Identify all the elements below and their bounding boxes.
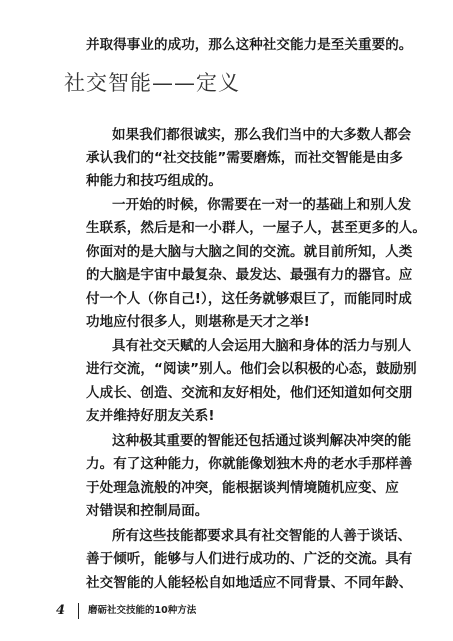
body-text-line: 并取得事业的成功，那么这种社交能力是至关重要的。	[86, 37, 413, 53]
page-number: 4	[56, 603, 66, 618]
body-text-line: 社交智能的人能轻松自如地适应不同背景、不同年龄、	[86, 575, 413, 591]
body-text-line: 种能力和技巧组成的。	[86, 173, 222, 189]
body-text-line: 友并维持好朋友关系!	[86, 408, 215, 424]
body-text-line: 的大脑是宇宙中最复杂、最发达、最强有力的器官。应	[86, 267, 413, 283]
footer-divider	[78, 603, 79, 619]
book-title: 磨砺社交技能的10种方法	[88, 605, 197, 616]
body-text-line: 生联系，然后是和一小群人，一屋子人，甚至更多的人。	[86, 220, 426, 236]
body-text-line: 如果我们都很诚实，那么我们当中的大多数人都会	[112, 127, 412, 143]
body-text-line: 人成长、创造、交流和友好相处，他们还知道如何交朋	[86, 385, 413, 401]
section-title: 社交智能——定义	[64, 71, 240, 95]
body-text-line: 进行交流，“阅读”别人。他们会以积极的心态，鼓励别	[86, 361, 417, 377]
body-text-line: 所有这些技能都要求具有社交智能的人善于谈话、	[112, 528, 412, 544]
body-text-line: 承认我们的“社交技能”需要磨炼，而社交智能是由多	[86, 150, 404, 166]
page-footer	[56, 603, 396, 619]
body-text-line: 你面对的是大脑与大脑之间的交流。就目前所知，人类	[86, 244, 413, 260]
body-text-line: 力。有了这种能力，你就能像划独木舟的老水手那样善	[86, 456, 413, 472]
body-text-line: 付一个人（你自己!），这任务就够艰巨了，而能同时成	[86, 291, 412, 307]
body-text-line: 一开始的时候，你需要在一对一的基础上和别人发	[112, 197, 412, 213]
body-text-line: 善于倾听，能够与人们进行成功的、广泛的交流。具有	[86, 551, 413, 567]
body-text-line: 功地应付很多人，则堪称是天才之举!	[86, 314, 310, 330]
body-text-line: 具有社交天赋的人会运用大脑和身体的活力与别人	[112, 338, 412, 354]
body-text-line: 这种极其重要的智能还包括通过谈判解决冲突的能	[112, 433, 412, 449]
body-text-line: 对错误和控制局面。	[86, 503, 209, 519]
body-text-line: 于处理急流般的冲突，能根据谈判情境随机应变、应	[86, 480, 399, 496]
